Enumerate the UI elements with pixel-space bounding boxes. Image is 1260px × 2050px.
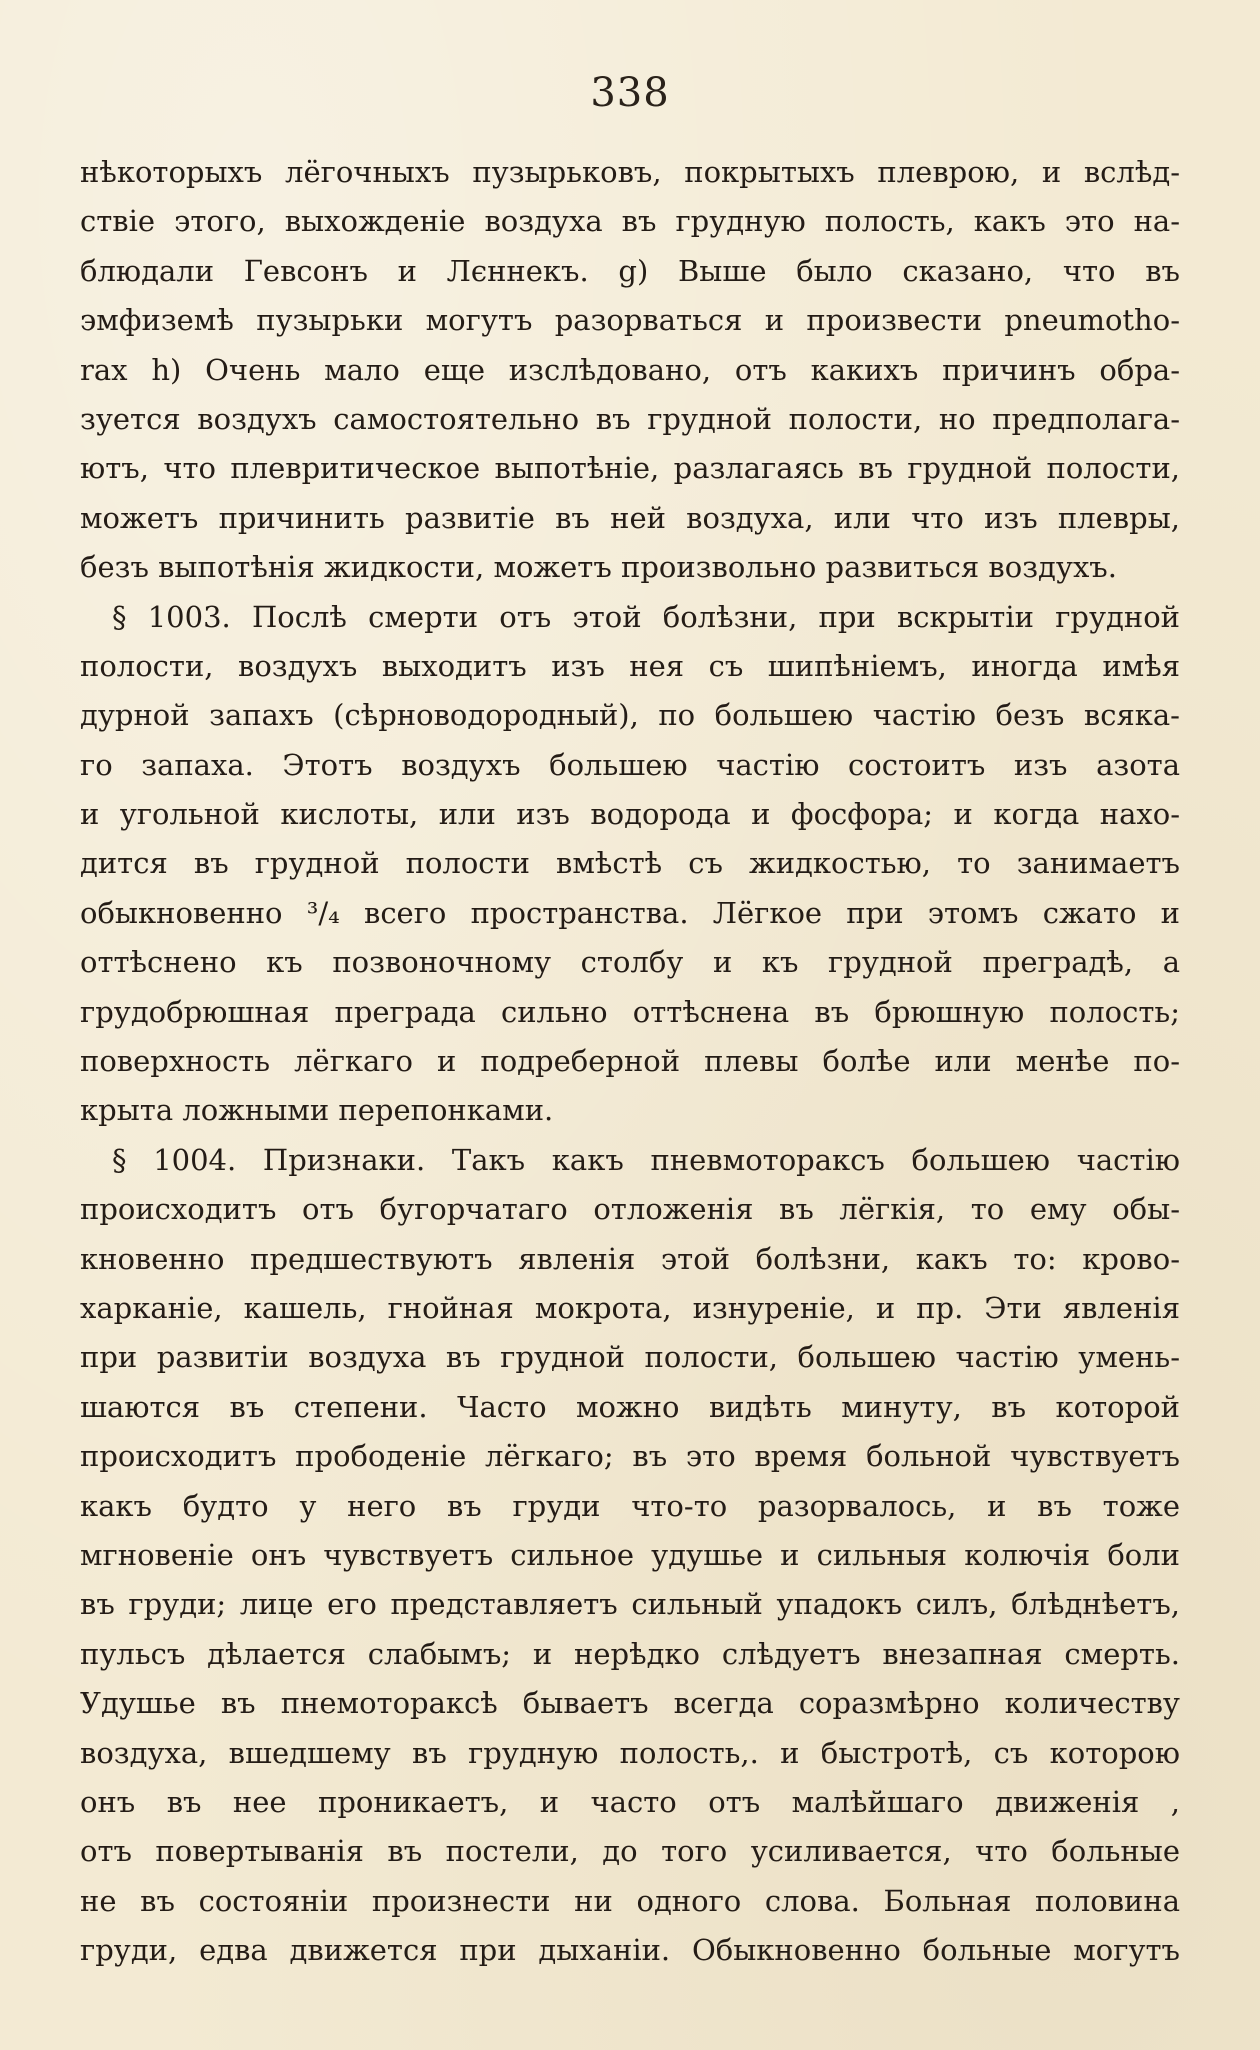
- section-1003-start: § 1003. Послѣ смерти отъ этой болѣзни, при вскрытіи грудной: [112, 599, 1180, 634]
- text-line: поверхность лёгкаго и подреберной плевы болѣе или менѣе по-: [80, 1044, 1180, 1079]
- text-line: происходитъ прободеніе лёгкаго; въ это время больной чувствуетъ: [80, 1439, 1180, 1474]
- text-line: при развитіи воздуха въ грудной полости, большею частію умень-: [80, 1340, 1180, 1375]
- text-line: полости, воздухъ выходитъ изъ нея съ шипѣніемъ, иногда имѣя: [80, 648, 1180, 683]
- body-text: [80, 148, 1180, 1975]
- text-line: ствіе этого, выхожденіе воздуха въ грудную полость, какъ это на-: [80, 204, 1180, 239]
- page-number: 338: [590, 70, 670, 116]
- text-line: груди, едва движется при дыханіи. Обыкновенно больные могутъ: [80, 1933, 1180, 1968]
- text-line: ютъ, что плевритическое выпотѣніе, разлагаясь въ грудной полости,: [80, 451, 1180, 486]
- text-line: Удушье въ пнемотораксѣ бываетъ всегда соразмѣрно количеству: [80, 1686, 1180, 1721]
- text-line: харканіе, кашель, гнойная мокрота, изнуреніе, и пр. Эти явленія: [80, 1290, 1180, 1325]
- section-1004-start: § 1004. Признаки. Такъ какъ пневмотораксъ большею частію: [112, 1142, 1180, 1177]
- text-line: обыкновенно ³/₄ всего пространства. Лёгкое при этомъ сжато и: [80, 895, 1180, 930]
- text-line: можетъ причинить развитіе въ ней воздуха, или что изъ плевры,: [80, 500, 1180, 535]
- text-line: эмфиземѣ пузырьки могутъ разорваться и произвести pneumotho-: [80, 303, 1180, 338]
- text-line: и угольной кислоты, или изъ водорода и фосфора; и когда нахо-: [80, 797, 1180, 832]
- text-line: дурной запахъ (сѣрноводородный), по большею частію безъ всяка-: [80, 698, 1180, 733]
- text-line: зуется воздухъ самостоятельно въ грудной полости, но предполага-: [80, 401, 1180, 436]
- text-line: отъ повертыванія въ постели, до того усиливается, что больные: [80, 1834, 1180, 1869]
- text-line: безъ выпотѣнія жидкости, можетъ произвольно развиться воздухъ.: [80, 550, 1117, 585]
- text-line: дится въ грудной полости вмѣстѣ съ жидкостью, то занимаетъ: [80, 846, 1180, 881]
- text-line: крыта ложными перепонками.: [80, 1093, 554, 1128]
- text-line: онъ въ нее проникаетъ, и часто отъ малѣйшаго движенія ,: [80, 1784, 1180, 1819]
- text-line: пульсъ дѣлается слабымъ; и нерѣдко слѣдуетъ внезапная смерть.: [80, 1636, 1180, 1671]
- text-line: оттѣснено къ позвоночному столбу и къ грудной преградѣ, а: [80, 945, 1180, 980]
- text-line: происходитъ отъ бугорчатаго отложенія въ лёгкія, то ему обы-: [80, 1192, 1180, 1227]
- text-line: шаются въ степени. Часто можно видѣть минуту, въ которой: [80, 1389, 1180, 1424]
- text-line: rax h) Очень мало еще изслѣдовано, отъ какихъ причинъ обра-: [80, 352, 1180, 387]
- text-line: го запаха. Этотъ воздухъ большею частію состоитъ изъ азота: [80, 747, 1180, 782]
- text-line: кновенно предшествуютъ явленія этой болѣзни, какъ то: крово-: [80, 1241, 1180, 1276]
- text-line: воздуха, вшедшему въ грудную полость,. и быстротѣ, съ которою: [80, 1735, 1180, 1770]
- text-line: въ груди; лице его представляетъ сильный упадокъ силъ, блѣднѣетъ,: [80, 1587, 1180, 1622]
- text-line: мгновеніе онъ чувствуетъ сильное удушье и сильныя колючія боли: [80, 1537, 1180, 1572]
- text-line: грудобрюшная преграда сильно оттѣснена въ брюшную полость;: [80, 994, 1180, 1029]
- text-line: блюдали Гевсонъ и Лєннекъ. g) Выше было сказано, что въ: [80, 253, 1180, 288]
- text-line: какъ будто у него въ груди что-то разорвалось, и въ тоже: [80, 1488, 1180, 1523]
- text-line: не въ состояніи произнести ни одного слова. Больная половина: [80, 1883, 1180, 1918]
- text-line: нѣкоторыхъ лёгочныхъ пузырьковъ, покрытыхъ плеврою, и вслѣд-: [80, 155, 1180, 189]
